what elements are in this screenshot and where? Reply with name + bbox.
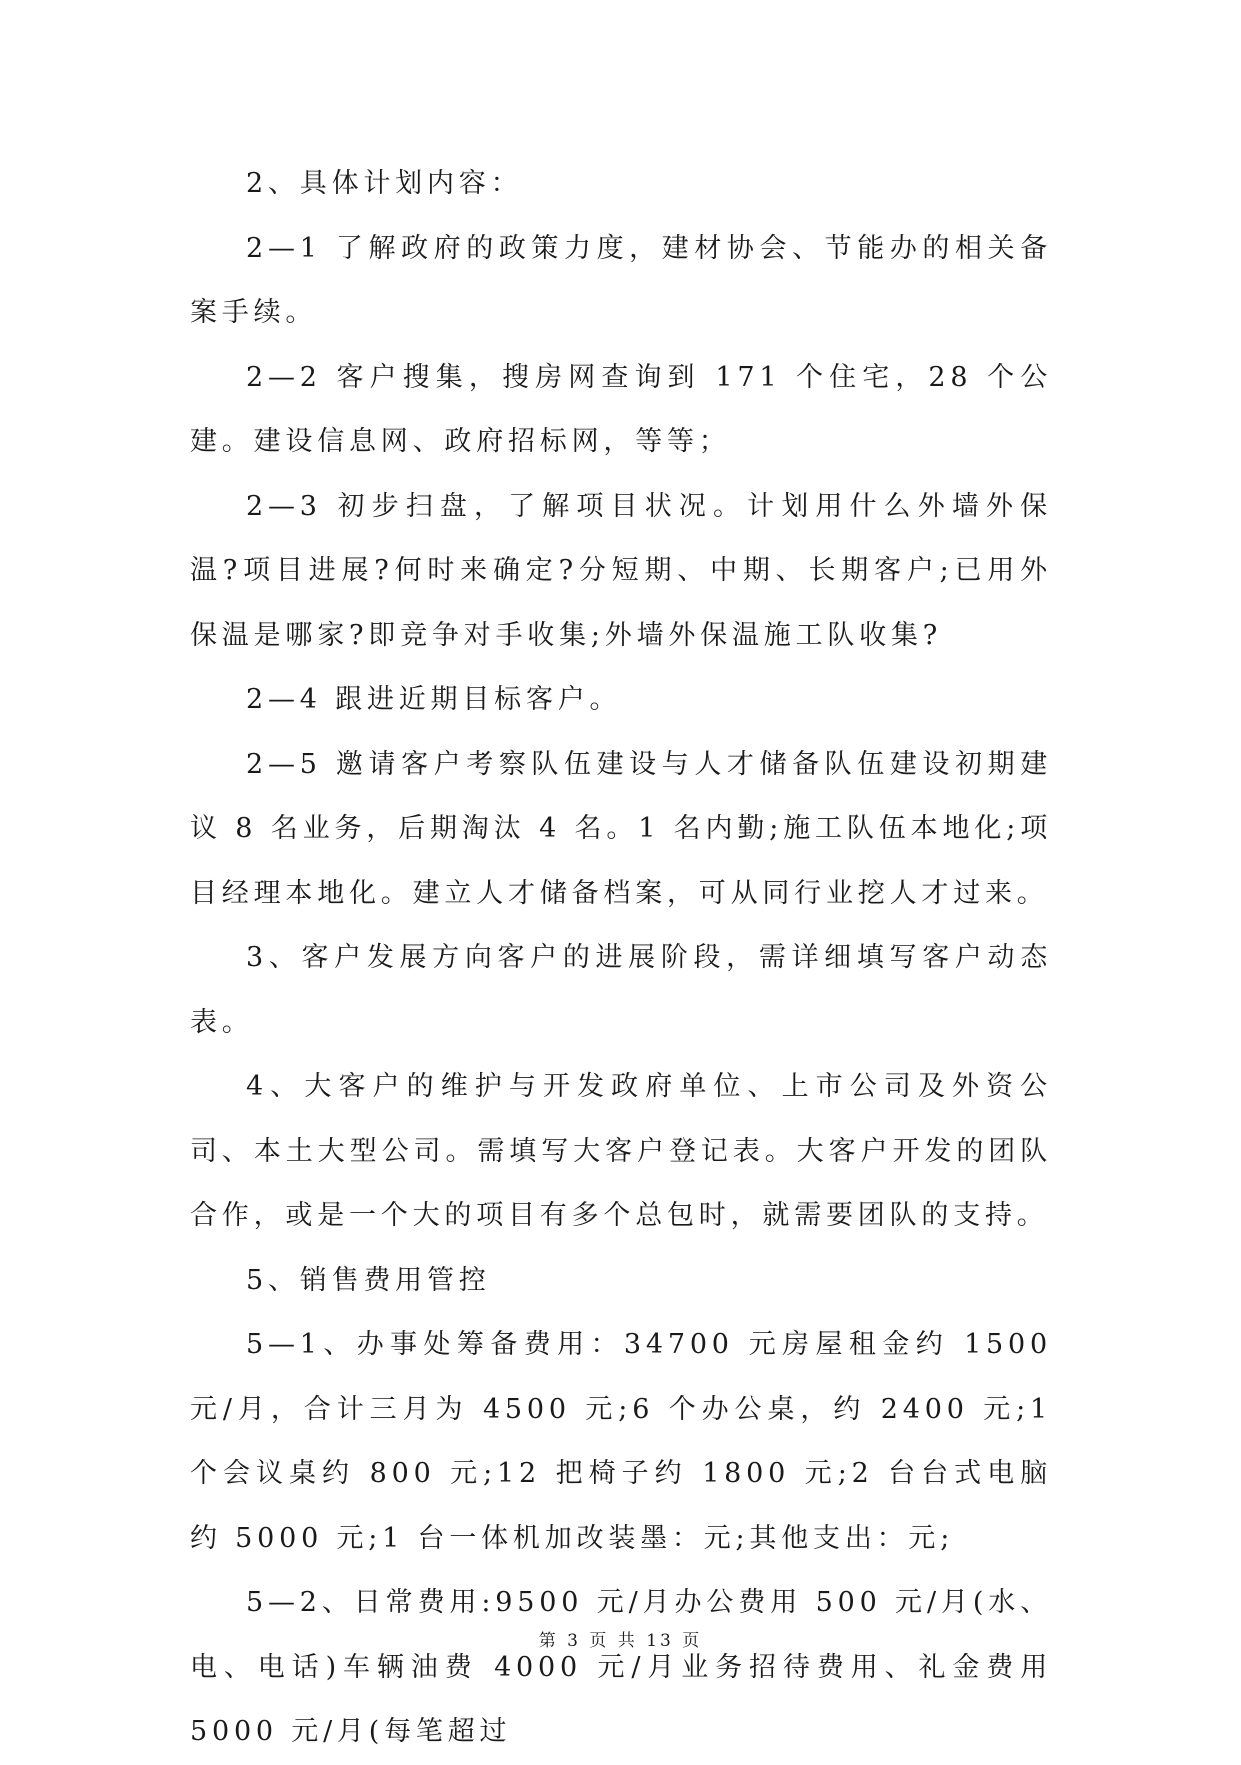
paragraph-section-3: 3、客户发展方向客户的进展阶段，需详细填写客户动态表。 <box>190 942 1052 1038</box>
paragraph-2-1: 2—1 了解政府的政策力度，建材协会、节能办的相关备案手续。 <box>190 232 1052 328</box>
paragraph-2-2: 2—2 客户搜集，搜房网查询到 171 个住宅，28 个公建。建设信息网、政府招标网，等等； <box>190 361 1052 457</box>
document-body <box>190 152 1052 1765</box>
page-number-footer: 第 3 页 共 13 页 <box>538 1631 703 1651</box>
paragraph-2-4: 2—4 跟进近期目标客户。 <box>246 684 622 715</box>
paragraph-section-5-title: 5、销售费用管控 <box>246 1264 491 1296</box>
paragraph-5-2: 5—2、日常费用:9500 元/月办公费用 500 元/月(水、电、电话)车辆油费 4000 元/月业务招待费用、礼金费用 5000 元/月(每笔超过 <box>190 1587 1052 1747</box>
paragraph-section-2-title: 2、具体计划内容： <box>246 168 523 199</box>
paragraph-5-1: 5—1、办事处筹备费用：34700 元房屋租金约 1500 元/月，合计三月为 4500 元;6 个办公桌，约 2400 元;1 个会议桌约 800 元;12 把椅子约 1800 元;2 台台式电脑约 5000 元;1 台一体机加改装墨：元;其他支出：元; <box>190 1329 1052 1554</box>
paragraph-2-5: 2—5 邀请客户考察队伍建设与人才储备队伍建设初期建议 8 名业务，后期淘汰 4 名。1 名内勤;施工队伍本地化;项目经理本地化。建立人才储备档案，可从同行业挖人才过来。 <box>190 748 1052 909</box>
paragraph-2-3: 2—3 初步扫盘，了解项目状况。计划用什么外墙外保温?项目进展?何时来确定?分短期、中期、长期客户;已用外保温是哪家?即竞争对手收集;外墙外保温施工队收集? <box>190 490 1052 651</box>
paragraph-section-4: 4、大客户的维护与开发政府单位、上市公司及外资公司、本土大型公司。需填写大客户登记表。大客户开发的团队合作，或是一个大的项目有多个总包时，就需要团队的支持。 <box>190 1071 1052 1231</box>
